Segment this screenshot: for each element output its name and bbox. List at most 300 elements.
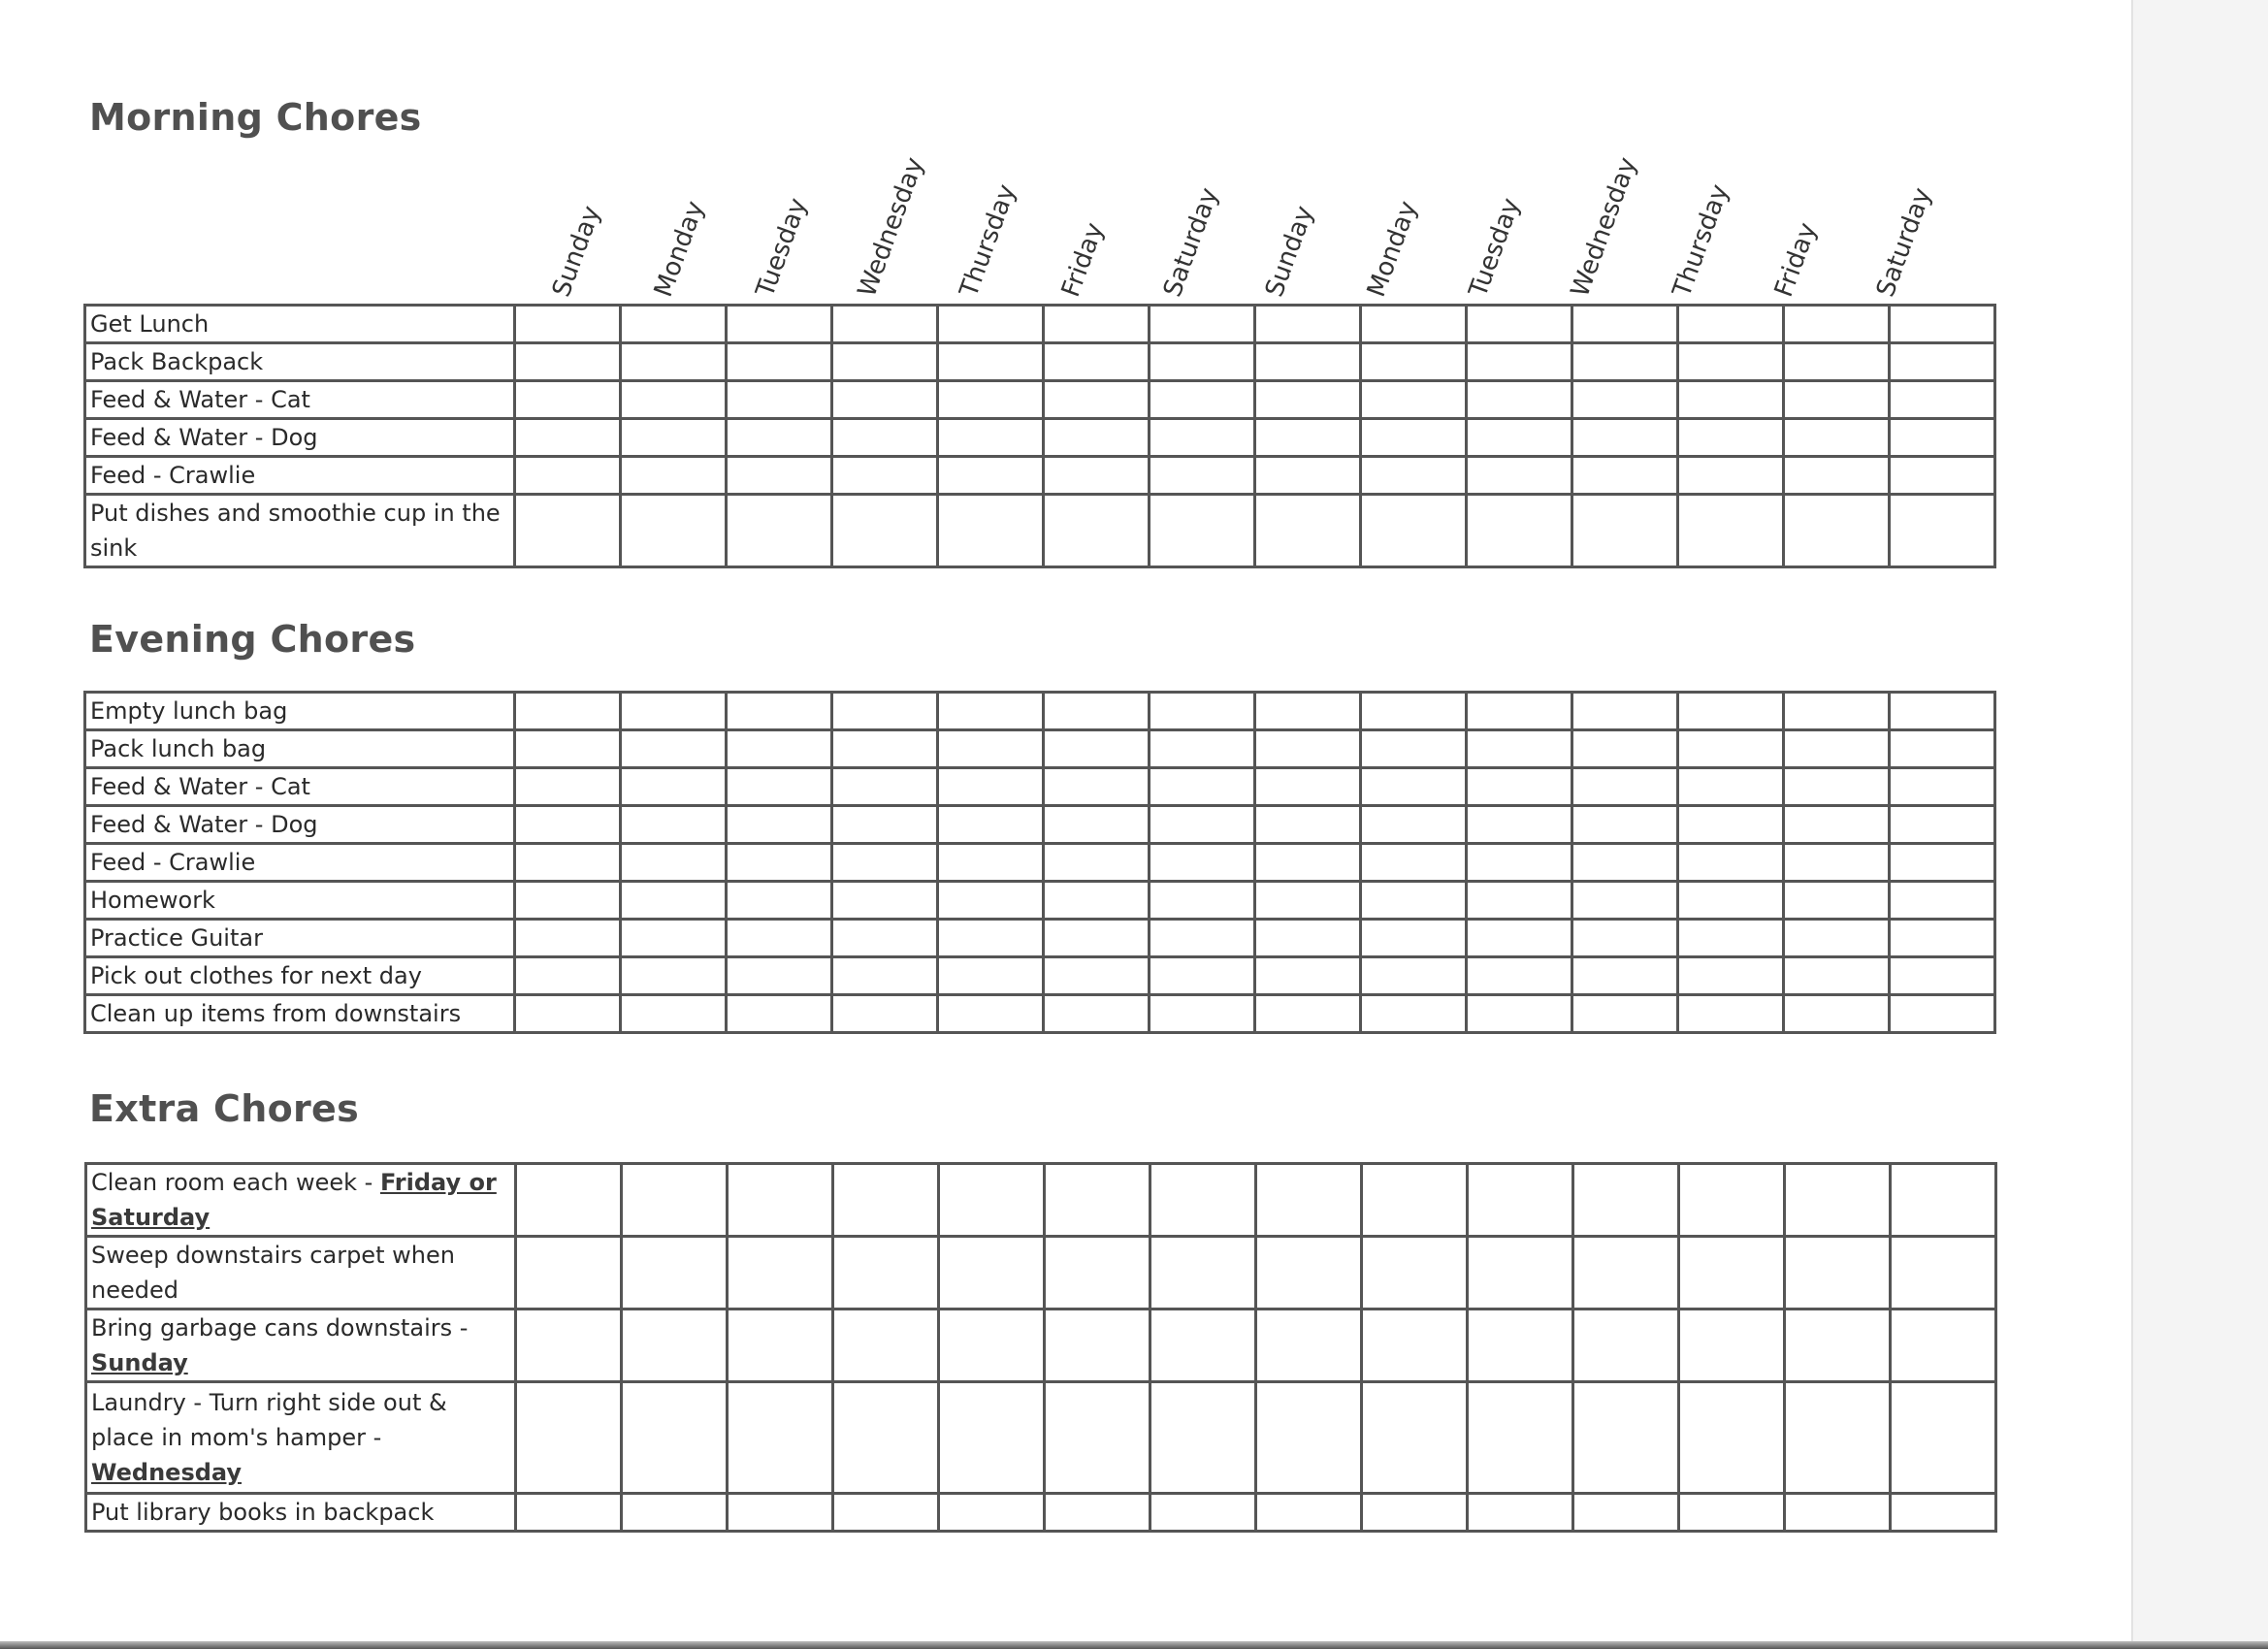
check-cell[interactable] <box>727 806 832 844</box>
check-cell[interactable] <box>515 381 621 419</box>
check-cell[interactable] <box>1678 693 1784 730</box>
check-cell[interactable] <box>727 343 832 381</box>
check-cell[interactable] <box>727 730 832 768</box>
check-cell[interactable] <box>1362 1237 1468 1310</box>
check-cell[interactable] <box>515 343 621 381</box>
check-cell[interactable] <box>1890 343 1995 381</box>
check-cell[interactable] <box>1572 806 1678 844</box>
check-cell[interactable] <box>1044 844 1150 882</box>
check-cell[interactable] <box>1150 806 1255 844</box>
evening-chores-table <box>83 691 1996 1034</box>
check-cell[interactable] <box>1678 768 1784 806</box>
check-cell[interactable] <box>515 419 621 457</box>
check-cell[interactable] <box>1572 419 1678 457</box>
check-cell[interactable] <box>1467 381 1572 419</box>
check-cell[interactable] <box>621 457 727 495</box>
check-cell[interactable] <box>1150 343 1255 381</box>
check-cell[interactable] <box>1890 882 1995 920</box>
check-cell[interactable] <box>621 306 727 343</box>
check-cell[interactable] <box>1044 957 1150 995</box>
check-cell[interactable] <box>516 1494 622 1532</box>
chore-row <box>85 495 1995 567</box>
check-cell[interactable] <box>1572 844 1678 882</box>
check-cell[interactable] <box>938 343 1044 381</box>
check-cell[interactable] <box>622 1494 728 1532</box>
check-cell[interactable] <box>1467 457 1572 495</box>
check-cell[interactable] <box>1044 343 1150 381</box>
check-cell[interactable] <box>1150 1237 1256 1310</box>
check-cell[interactable] <box>1784 957 1890 995</box>
check-cell[interactable] <box>1150 957 1255 995</box>
check-cell[interactable] <box>1784 730 1890 768</box>
check-cell[interactable] <box>1150 1310 1256 1382</box>
chore-row <box>85 693 1995 730</box>
check-cell[interactable] <box>938 995 1044 1033</box>
check-cell[interactable] <box>832 343 938 381</box>
check-cell[interactable] <box>1361 306 1467 343</box>
check-cell[interactable] <box>939 1494 1045 1532</box>
check-cell[interactable] <box>938 457 1044 495</box>
check-cell[interactable] <box>1255 381 1361 419</box>
check-cell[interactable] <box>1784 306 1890 343</box>
check-cell[interactable] <box>1044 882 1150 920</box>
check-cell[interactable] <box>1256 1494 1362 1532</box>
check-cell[interactable] <box>1044 419 1150 457</box>
check-cell[interactable] <box>1150 306 1255 343</box>
check-cell[interactable] <box>1045 1310 1150 1382</box>
chore-due-day: Wednesday <box>91 1459 243 1486</box>
check-cell[interactable] <box>938 730 1044 768</box>
check-cell[interactable] <box>1678 343 1784 381</box>
check-cell[interactable] <box>1256 1310 1362 1382</box>
check-cell[interactable] <box>1572 343 1678 381</box>
check-cell[interactable] <box>938 768 1044 806</box>
check-cell[interactable] <box>1255 844 1361 882</box>
check-cell[interactable] <box>1150 768 1255 806</box>
evening-chores-heading: Evening Chores <box>89 618 416 661</box>
chore-label: Get Lunch <box>90 310 210 338</box>
check-cell[interactable] <box>1678 419 1784 457</box>
check-cell[interactable] <box>1467 806 1572 844</box>
check-cell[interactable] <box>515 957 621 995</box>
check-cell[interactable] <box>1044 768 1150 806</box>
check-cell[interactable] <box>1045 1382 1150 1494</box>
check-cell[interactable] <box>1255 457 1361 495</box>
check-cell[interactable] <box>728 1382 833 1494</box>
check-cell[interactable] <box>1255 882 1361 920</box>
check-cell[interactable] <box>1255 693 1361 730</box>
check-cell[interactable] <box>832 768 938 806</box>
check-cell[interactable] <box>1150 1382 1256 1494</box>
check-cell[interactable] <box>1890 306 1995 343</box>
check-cell[interactable] <box>1678 920 1784 957</box>
check-cell[interactable] <box>1255 920 1361 957</box>
check-cell[interactable] <box>939 1237 1045 1310</box>
check-cell[interactable] <box>1361 882 1467 920</box>
check-cell[interactable] <box>1573 1310 1679 1382</box>
check-cell[interactable] <box>621 419 727 457</box>
check-cell[interactable] <box>1361 844 1467 882</box>
check-cell[interactable] <box>1467 882 1572 920</box>
check-cell[interactable] <box>1045 1164 1150 1237</box>
check-cell[interactable] <box>1044 306 1150 343</box>
check-cell[interactable] <box>938 844 1044 882</box>
check-cell[interactable] <box>621 806 727 844</box>
check-cell[interactable] <box>1678 495 1784 567</box>
check-cell[interactable] <box>1890 844 1995 882</box>
check-cell[interactable] <box>1785 1494 1891 1532</box>
check-cell[interactable] <box>1572 920 1678 957</box>
check-cell[interactable] <box>1891 1382 1996 1494</box>
check-cell[interactable] <box>1572 768 1678 806</box>
check-cell[interactable] <box>1044 693 1150 730</box>
check-cell[interactable] <box>621 381 727 419</box>
check-cell[interactable] <box>1468 1310 1573 1382</box>
check-cell[interactable] <box>1045 1237 1150 1310</box>
check-cell[interactable] <box>1890 495 1995 567</box>
check-cell[interactable] <box>938 381 1044 419</box>
check-cell[interactable] <box>1890 457 1995 495</box>
check-cell[interactable] <box>1467 495 1572 567</box>
check-cell[interactable] <box>516 1310 622 1382</box>
check-cell[interactable] <box>1467 844 1572 882</box>
chore-label-cell <box>85 495 515 567</box>
check-cell[interactable] <box>727 419 832 457</box>
check-cell[interactable] <box>515 306 621 343</box>
check-cell[interactable] <box>1890 806 1995 844</box>
check-cell[interactable] <box>1784 995 1890 1033</box>
check-cell[interactable] <box>1890 957 1995 995</box>
check-cell[interactable] <box>1150 419 1255 457</box>
check-cell[interactable] <box>727 882 832 920</box>
check-cell[interactable] <box>1361 768 1467 806</box>
check-cell[interactable] <box>621 730 727 768</box>
check-cell[interactable] <box>832 882 938 920</box>
chore-row <box>86 1310 1996 1382</box>
check-cell[interactable] <box>621 495 727 567</box>
check-cell[interactable] <box>1890 381 1995 419</box>
check-cell[interactable] <box>1255 768 1361 806</box>
check-cell[interactable] <box>1572 693 1678 730</box>
check-cell[interactable] <box>1255 343 1361 381</box>
check-cell[interactable] <box>1679 1494 1785 1532</box>
check-cell[interactable] <box>938 806 1044 844</box>
check-cell[interactable] <box>1890 920 1995 957</box>
check-cell[interactable] <box>1785 1382 1891 1494</box>
check-cell[interactable] <box>1679 1237 1785 1310</box>
chore-label-cell <box>85 995 515 1033</box>
check-cell[interactable] <box>1361 920 1467 957</box>
chore-label-cell <box>85 306 515 343</box>
check-cell[interactable] <box>728 1310 833 1382</box>
check-cell[interactable] <box>832 495 938 567</box>
check-cell[interactable] <box>1361 381 1467 419</box>
check-cell[interactable] <box>1784 882 1890 920</box>
check-cell[interactable] <box>1785 1237 1891 1310</box>
check-cell[interactable] <box>621 343 727 381</box>
check-cell[interactable] <box>938 693 1044 730</box>
check-cell[interactable] <box>1784 806 1890 844</box>
check-cell[interactable] <box>1572 730 1678 768</box>
check-cell[interactable] <box>1572 957 1678 995</box>
check-cell[interactable] <box>1361 730 1467 768</box>
check-cell[interactable] <box>1361 495 1467 567</box>
check-cell[interactable] <box>1891 1494 1996 1532</box>
chore-label: Practice Guitar <box>90 924 263 952</box>
check-cell[interactable] <box>1361 806 1467 844</box>
chore-row <box>85 306 1995 343</box>
check-cell[interactable] <box>516 1382 622 1494</box>
check-cell[interactable] <box>1150 495 1255 567</box>
check-cell[interactable] <box>1467 419 1572 457</box>
check-cell[interactable] <box>1361 957 1467 995</box>
check-cell[interactable] <box>1361 995 1467 1033</box>
check-cell[interactable] <box>728 1237 833 1310</box>
check-cell[interactable] <box>832 995 938 1033</box>
check-cell[interactable] <box>939 1164 1045 1237</box>
check-cell[interactable] <box>515 693 621 730</box>
check-cell[interactable] <box>621 844 727 882</box>
check-cell[interactable] <box>1362 1494 1468 1532</box>
check-cell[interactable] <box>1890 768 1995 806</box>
check-cell[interactable] <box>1678 995 1784 1033</box>
check-cell[interactable] <box>1467 343 1572 381</box>
check-cell[interactable] <box>1784 457 1890 495</box>
check-cell[interactable] <box>833 1164 939 1237</box>
check-cell[interactable] <box>1573 1164 1679 1237</box>
check-cell[interactable] <box>832 381 938 419</box>
check-cell[interactable] <box>1467 730 1572 768</box>
check-cell[interactable] <box>621 768 727 806</box>
check-cell[interactable] <box>1573 1494 1679 1532</box>
check-cell[interactable] <box>1467 306 1572 343</box>
check-cell[interactable] <box>727 457 832 495</box>
check-cell[interactable] <box>1891 1237 1996 1310</box>
check-cell[interactable] <box>1572 495 1678 567</box>
check-cell[interactable] <box>1467 957 1572 995</box>
check-cell[interactable] <box>1678 730 1784 768</box>
check-cell[interactable] <box>1468 1164 1573 1237</box>
check-cell[interactable] <box>727 844 832 882</box>
check-cell[interactable] <box>728 1494 833 1532</box>
check-cell[interactable] <box>1679 1164 1785 1237</box>
check-cell[interactable] <box>1255 957 1361 995</box>
check-cell[interactable] <box>1044 730 1150 768</box>
check-cell[interactable] <box>1891 1310 1996 1382</box>
check-cell[interactable] <box>1150 730 1255 768</box>
check-cell[interactable] <box>515 920 621 957</box>
check-cell[interactable] <box>1890 419 1995 457</box>
check-cell[interactable] <box>1255 806 1361 844</box>
check-cell[interactable] <box>1890 995 1995 1033</box>
check-cell[interactable] <box>727 768 832 806</box>
chore-label: Feed & Water - Cat <box>90 386 310 413</box>
check-cell[interactable] <box>516 1237 622 1310</box>
check-cell[interactable] <box>515 495 621 567</box>
check-cell[interactable] <box>516 1164 622 1237</box>
check-cell[interactable] <box>1785 1310 1891 1382</box>
check-cell[interactable] <box>1044 806 1150 844</box>
check-cell[interactable] <box>1362 1382 1468 1494</box>
check-cell[interactable] <box>1150 995 1255 1033</box>
check-cell[interactable] <box>832 457 938 495</box>
check-cell[interactable] <box>939 1310 1045 1382</box>
check-cell[interactable] <box>1150 844 1255 882</box>
check-cell[interactable] <box>1255 306 1361 343</box>
check-cell[interactable] <box>515 457 621 495</box>
check-cell[interactable] <box>1678 882 1784 920</box>
check-cell[interactable] <box>727 495 832 567</box>
check-cell[interactable] <box>621 920 727 957</box>
check-cell[interactable] <box>515 844 621 882</box>
check-cell[interactable] <box>515 882 621 920</box>
check-cell[interactable] <box>621 957 727 995</box>
check-cell[interactable] <box>1150 1494 1256 1532</box>
check-cell[interactable] <box>832 957 938 995</box>
check-cell[interactable] <box>621 995 727 1033</box>
check-cell[interactable] <box>1362 1310 1468 1382</box>
check-cell[interactable] <box>1256 1164 1362 1237</box>
check-cell[interactable] <box>832 844 938 882</box>
check-cell[interactable] <box>1890 730 1995 768</box>
check-cell[interactable] <box>1785 1164 1891 1237</box>
check-cell[interactable] <box>833 1494 939 1532</box>
check-cell[interactable] <box>727 920 832 957</box>
check-cell[interactable] <box>727 381 832 419</box>
check-cell[interactable] <box>1150 457 1255 495</box>
check-cell[interactable] <box>1784 768 1890 806</box>
check-cell[interactable] <box>939 1382 1045 1494</box>
check-cell[interactable] <box>1784 495 1890 567</box>
check-cell[interactable] <box>1784 381 1890 419</box>
check-cell[interactable] <box>621 882 727 920</box>
check-cell[interactable] <box>1679 1310 1785 1382</box>
check-cell[interactable] <box>938 306 1044 343</box>
check-cell[interactable] <box>728 1164 833 1237</box>
check-cell[interactable] <box>832 306 938 343</box>
check-cell[interactable] <box>1784 844 1890 882</box>
check-cell[interactable] <box>727 693 832 730</box>
check-cell[interactable] <box>1572 457 1678 495</box>
check-cell[interactable] <box>1679 1382 1785 1494</box>
check-cell[interactable] <box>1784 419 1890 457</box>
check-cell[interactable] <box>1678 381 1784 419</box>
check-cell[interactable] <box>938 920 1044 957</box>
check-cell[interactable] <box>622 1237 728 1310</box>
check-cell[interactable] <box>1467 768 1572 806</box>
check-cell[interactable] <box>1890 693 1995 730</box>
check-cell[interactable] <box>1678 806 1784 844</box>
check-cell[interactable] <box>1255 495 1361 567</box>
check-cell[interactable] <box>1784 920 1890 957</box>
check-cell[interactable] <box>621 693 727 730</box>
check-cell[interactable] <box>1150 1164 1256 1237</box>
check-cell[interactable] <box>727 957 832 995</box>
check-cell[interactable] <box>1044 381 1150 419</box>
check-cell[interactable] <box>727 306 832 343</box>
check-cell[interactable] <box>622 1164 728 1237</box>
check-cell[interactable] <box>727 995 832 1033</box>
check-cell[interactable] <box>833 1382 939 1494</box>
check-cell[interactable] <box>1572 995 1678 1033</box>
check-cell[interactable] <box>1255 730 1361 768</box>
check-cell[interactable] <box>1784 693 1890 730</box>
check-cell[interactable] <box>832 693 938 730</box>
check-cell[interactable] <box>1361 693 1467 730</box>
check-cell[interactable] <box>833 1310 939 1382</box>
check-cell[interactable] <box>1361 419 1467 457</box>
check-cell[interactable] <box>1678 457 1784 495</box>
chore-label: Feed & Water - Cat <box>90 773 310 800</box>
chore-label-cell <box>85 957 515 995</box>
check-cell[interactable] <box>1150 882 1255 920</box>
check-cell[interactable] <box>1256 1382 1362 1494</box>
check-cell[interactable] <box>1467 995 1572 1033</box>
check-cell[interactable] <box>938 882 1044 920</box>
check-cell[interactable] <box>832 806 938 844</box>
check-cell[interactable] <box>1256 1237 1362 1310</box>
check-cell[interactable] <box>1045 1494 1150 1532</box>
check-cell[interactable] <box>1150 920 1255 957</box>
check-cell[interactable] <box>832 920 938 957</box>
chore-label: Put dishes and smoothie cup in the sink <box>90 500 501 562</box>
check-cell[interactable] <box>622 1310 728 1382</box>
check-cell[interactable] <box>1573 1237 1679 1310</box>
check-cell[interactable] <box>938 495 1044 567</box>
check-cell[interactable] <box>1044 495 1150 567</box>
check-cell[interactable] <box>515 806 621 844</box>
check-cell[interactable] <box>622 1382 728 1494</box>
check-cell[interactable] <box>515 995 621 1033</box>
check-cell[interactable] <box>1573 1382 1679 1494</box>
check-cell[interactable] <box>1361 457 1467 495</box>
check-cell[interactable] <box>1255 419 1361 457</box>
check-cell[interactable] <box>1467 693 1572 730</box>
check-cell[interactable] <box>515 768 621 806</box>
check-cell[interactable] <box>1044 457 1150 495</box>
check-cell[interactable] <box>938 419 1044 457</box>
check-cell[interactable] <box>515 730 621 768</box>
day-header: Saturday <box>1157 183 1225 302</box>
check-cell[interactable] <box>1678 844 1784 882</box>
chore-label: Feed - Crawlie <box>90 462 256 489</box>
check-cell[interactable] <box>1784 343 1890 381</box>
check-cell[interactable] <box>833 1237 939 1310</box>
check-cell[interactable] <box>1150 693 1255 730</box>
check-cell[interactable] <box>1678 957 1784 995</box>
check-cell[interactable] <box>1678 306 1784 343</box>
check-cell[interactable] <box>1572 882 1678 920</box>
check-cell[interactable] <box>832 419 938 457</box>
check-cell[interactable] <box>1891 1164 1996 1237</box>
check-cell[interactable] <box>1468 1237 1573 1310</box>
chore-row <box>85 920 1995 957</box>
check-cell[interactable] <box>1362 1164 1468 1237</box>
chore-label: Homework <box>90 887 215 914</box>
check-cell[interactable] <box>1361 343 1467 381</box>
check-cell[interactable] <box>1255 995 1361 1033</box>
check-cell[interactable] <box>1044 920 1150 957</box>
check-cell[interactable] <box>832 730 938 768</box>
check-cell[interactable] <box>1467 920 1572 957</box>
check-cell[interactable] <box>1150 381 1255 419</box>
check-cell[interactable] <box>1468 1494 1573 1532</box>
check-cell[interactable] <box>938 957 1044 995</box>
check-cell[interactable] <box>1572 306 1678 343</box>
check-cell[interactable] <box>1572 381 1678 419</box>
check-cell[interactable] <box>1468 1382 1573 1494</box>
check-cell[interactable] <box>1044 995 1150 1033</box>
